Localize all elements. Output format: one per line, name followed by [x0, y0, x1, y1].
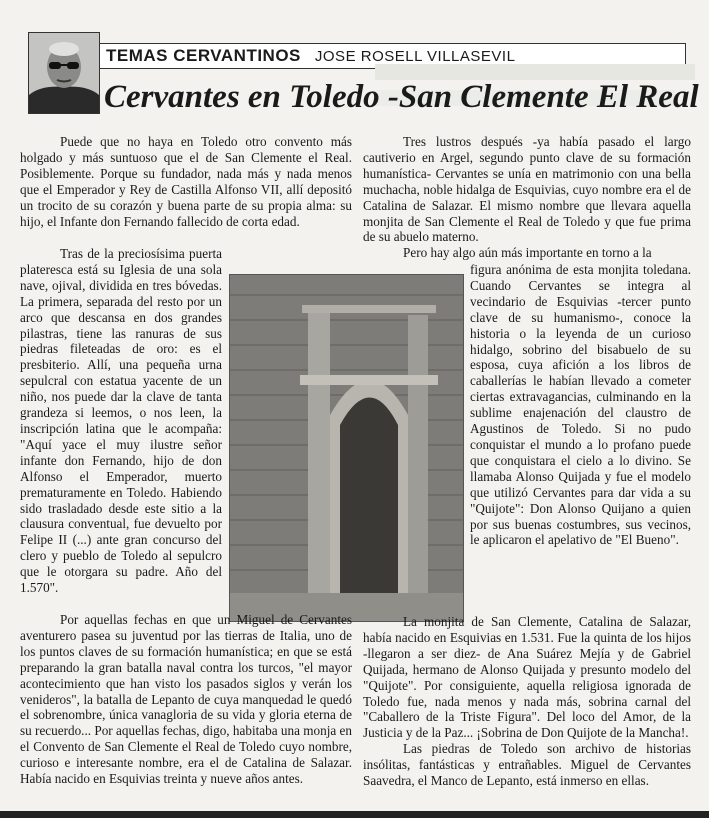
paragraph-5-continued: figura anónima de esta monjita toledana. Cuando Cervantes se integra al vecindario de Esquivias -tercer punto clave de su humanismo-, conoce la historia o la leyenda de un curioso hidalgo, sobrino del bisabuelo de su esposa, cuya afición a los libros de caballerías le habían llevado a cometer ciertas extravagancias, culminando en la sublime enajenación del claustro de Agustinos de Toledo. Si no pudo conquistar el mundo a lo profano puede que conquistara el cielo a lo divino. Se llamaba Alonso Quijada y fue el modelo que utilizó Cervantes para dar vida a su "Quijote": Don Alonso Quijano a quien por sus buenas costumbres, sus vecinos, le aplicaron el apelativo de "El Bueno". — [470, 262, 691, 548]
paragraph-5-start: Pero hay algo aún más importante en torno a la — [403, 245, 652, 261]
paragraph-2: Tras de la preciosísima puerta plateresca está su Iglesia de una sola nave, ojival, dividida en tres bóvedas. La primera, separada del resto por un arco que descansa en dos grandes pilastras, tiene las ranuras de sus piedras fileteadas de oro: es el presbiterio. Allí, una pequeña urna sepulcral con estatua yacente de un niño, nos puede dar la clave de tanta grandeza si leemos, o nos leen, la inscripción latina que le acompaña: "Aquí yace el muy ilustre señor infante don Fernando, hijo de don Alfonso el Emperador, muerto prematuramente en Toledo. Habiendo sido trasladado desde este sitio a la clausura conventual, fue devuelto por Felipe II (...) ante gran concurso del clero y pueblo de Toledo al sepulcro que le otorgara su padre. Año del 1.570". — [20, 246, 222, 596]
church-portal-photo — [229, 274, 464, 622]
paragraph-7: Las piedras de Toledo son archivo de historias insólitas, fantásticas y entrañables. Miguel de Cervantes Saavedra, el Manco de Lepanto, está inmerso en ellas. — [363, 741, 691, 789]
right-column-bottom — [363, 614, 691, 789]
left-column-intro — [20, 134, 352, 229]
left-column-narrow — [20, 246, 222, 596]
paragraph-4: Tres lustros después -ya había pasado el largo cautiverio en Argel, segundo punto clave de su formación humanística- Cervantes se unía en matrimonio con una bella muchacha, noble hidalga de Esquivias, cuyo nombre era el de Catalina de Salazar. El mismo nombre que llevara aquella monjita de San Clemente el Real de Toledo y que fue prima de su abuelo materno. — [363, 134, 691, 245]
right-column-narrow — [470, 262, 691, 548]
author-photo — [28, 32, 100, 114]
right-column-top — [363, 134, 691, 261]
article-title: Cervantes en Toledo -San Clemente El Real — [104, 79, 699, 115]
author-portrait-image — [29, 33, 99, 113]
paragraph-3: Por aquellas fechas en que un Miguel de Cervantes aventurero pasea su juventud por las tierras de Italia, uno de los puntos claves de su formación humanística; en que se está preparando la gran batalla naval contra los turcos, "el mayor acontecimiento que han visto los pasados siglos y verán los venideros", la batalla de Lepanto de cuya manquedad le quedó el sobrenombre, única vanagloria de su vida y gloria eterna de su recuerdo... Por aquellas fechas, digo, habitaba una monja en el Convento de San Clemente el Real de Toledo cuyo nombre, curioso e interesante nombre, era el de Catalina de Salazar. Había nacido en Esquivias treinta y nueve años antes. — [20, 612, 352, 787]
series-name: TEMAS CERVANTINOS — [106, 46, 301, 65]
left-column-bottom — [20, 612, 352, 787]
portal-image — [230, 275, 463, 621]
paragraph-6: La monjita de San Clemente, Catalina de Salazar, había nacido en Esquivias en 1.531. Fue la quinta de los hijos -llegaron a ser diez- de Ana Suárez Mejía y de Gabriel Quijada, hermano de Alonso Quijada y presunto modelo del "Quijote". Por consiguiente, aquella religiosa ignorada de Toledo fue, nada menos y nada más, sobrina carnal del "Caballero de la Triste Figura". Del loco del Amor, de la Justicia y de la Paz... ¡Sobrina de Don Quijote de la Mancha!. — [363, 614, 691, 741]
paragraph-1: Puede que no haya en Toledo otro convento más holgado y más suntuoso que el de San Clemente el Real. Posiblemente. Porque su fundador, nada más y nada menos que el Emperador y Rey de Castilla Alfonso VII, allí depositó un trocito de su corazón y buena parte de su propia alma: su hijo, el Infante don Fernando fallecido de corta edad. — [20, 134, 352, 229]
bottom-rule — [0, 811, 709, 818]
author-name: JOSE ROSELL VILLASEVIL — [314, 47, 516, 65]
